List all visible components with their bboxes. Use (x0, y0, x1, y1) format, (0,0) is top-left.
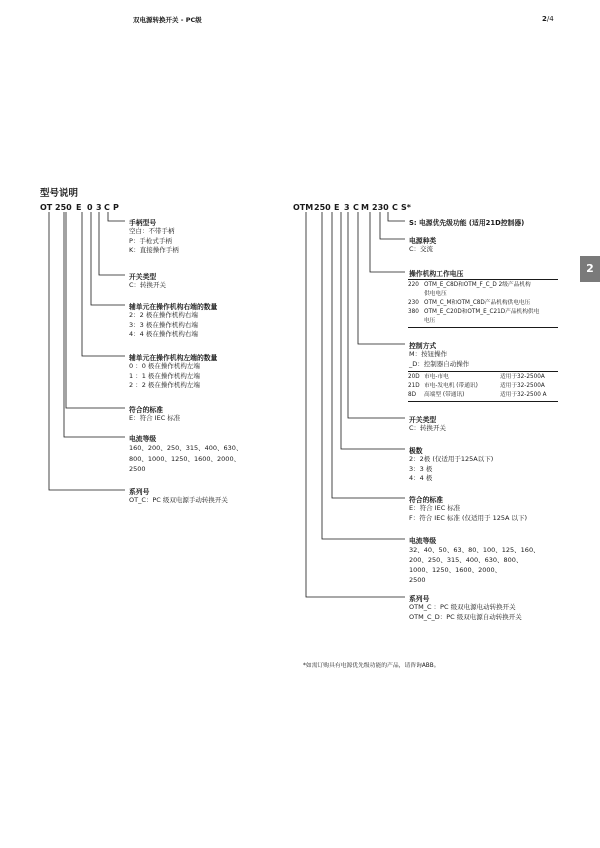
voltage-desc: OTM_E_C8D和OTM_F_C_D 2级产品机构 (424, 282, 531, 288)
table-rule (408, 371, 558, 372)
voltage-code: 380 (408, 309, 419, 315)
code-segment: P (113, 203, 119, 212)
group-line: 800、1000、1250、1600、2000、 (129, 454, 241, 463)
group-line: 2：2极 (仅适用于125A以下) (409, 455, 494, 463)
section-title: 型号说明 (40, 188, 79, 199)
group-line: 2 ：2 极在操作机构左端 (129, 381, 200, 390)
group-heading: 辅单元在操作机构右端的数量 (129, 303, 218, 311)
group-heading: 符合的标准 (129, 406, 163, 414)
document-title: 双电源转换开关 - PC级 (133, 16, 202, 24)
chapter-tab: 2 (580, 256, 600, 282)
group-heading: 开关类型 (129, 273, 157, 281)
code-segment: C (392, 203, 398, 212)
group-line: OTM_C_D：PC 级双电源自动转换开关 (409, 612, 522, 621)
code-segment: 3 (344, 203, 350, 212)
right-group-series (409, 593, 522, 622)
group-line: E：符合 IEC 标准 (409, 504, 461, 512)
group-line: K：直接操作手柄 (129, 246, 179, 255)
left-group-right-poles (129, 301, 217, 340)
group-heading: 系列号 (409, 595, 430, 603)
code-segment: OT (40, 203, 53, 212)
voltage-desc: OTM_C_M和OTM_C8D产品机构供电电压 (424, 300, 531, 306)
group-line: E：符合 IEC 标准 (129, 414, 181, 422)
group-line: 1000、1250、1600、2000、 (409, 566, 502, 574)
controller-range: 适用于32-2500A (500, 383, 545, 389)
group-line: P：手枪式手柄 (129, 236, 172, 245)
voltage-desc: 电压 (424, 318, 436, 324)
group-heading: 符合的标准 (409, 496, 443, 504)
group-heading: 电源种类 (409, 237, 437, 245)
group-line: C：交流 (409, 245, 434, 253)
footnote: *如需订购具有电源优先级功能的产品，请咨询ABB。 (303, 663, 440, 669)
group-line: 空白：不带手柄 (129, 227, 175, 235)
group-heading: 系列号 (129, 488, 150, 496)
group-line: _D：控制器自动操作 (409, 359, 470, 368)
code-segment: E (334, 203, 340, 212)
controller-type: 市电-市电 (424, 374, 449, 380)
controller-code: 8D (408, 392, 416, 398)
group-line: 4：4 极 (409, 474, 433, 483)
group-heading: 手柄型号 (129, 219, 157, 227)
group-heading: 电流等级 (409, 537, 437, 545)
right-group-power-type (409, 235, 436, 255)
code-segment: S* (401, 203, 411, 212)
group-heading: 开关类型 (409, 416, 437, 424)
table-rule (408, 327, 558, 328)
controller-code: 20D (408, 374, 420, 380)
code-segment: 3 (96, 203, 102, 212)
code-segment: 250 (55, 203, 72, 212)
table-rule (408, 401, 558, 402)
controller-type: 市电-发电机 (带通讯) (424, 383, 478, 389)
group-line: 3：3 极 (409, 464, 433, 473)
code-segment: E (76, 203, 82, 212)
code-segment: 250 (314, 203, 331, 212)
group-heading: 电流等级 (129, 435, 157, 443)
group-line: 2500 (129, 465, 146, 473)
group-heading: 控制方式 (409, 342, 437, 350)
group-line: 1 ：1 极在操作机构左端 (129, 371, 200, 380)
right-group-standard (409, 494, 527, 523)
left-group-current-rating (129, 433, 242, 475)
group-line: OT_C：PC 级双电源手动转换开关 (129, 496, 228, 504)
code-segment: 0 (87, 203, 93, 212)
left-group-handle-type (129, 217, 179, 256)
group-line: C：转换开关 (409, 424, 447, 432)
voltage-code: 230 (408, 300, 419, 306)
controller-code: 21D (408, 383, 420, 389)
group-line: 0 ：0 极在操作机构左端 (129, 362, 200, 370)
right-group-voltage-heading: 操作机构工作电压 (409, 270, 464, 278)
group-line: 2500 (409, 576, 426, 584)
right-group-poles (409, 445, 493, 484)
code-segment: M (361, 203, 369, 212)
group-line: 32、40、50、63、80、100、125、160、 (409, 546, 540, 554)
group-heading: 极数 (409, 447, 423, 455)
voltage-desc: OTM_E_C20D和OTM_E_C21D产品机构供电 (424, 309, 540, 315)
group-line: C：转换开关 (129, 281, 167, 289)
group-line: 200、250、315、400、630、800、 (409, 556, 523, 564)
left-group-left-poles (129, 352, 217, 391)
code-segment: C (353, 203, 359, 212)
left-group-switch-type (129, 271, 166, 291)
code-segment: OTM (293, 203, 314, 212)
controller-type: 高端型 (带通讯) (424, 392, 465, 398)
code-segment: 230 (372, 203, 389, 212)
right-group-switch-type (409, 414, 446, 434)
group-line: OTM_C ：PC 级双电源电动转换开关 (409, 603, 516, 611)
right-group-control-mode (409, 340, 469, 369)
left-group-series (129, 486, 228, 506)
right-group-priority: S: 电源优先级功能 (适用21D控制器) (409, 219, 525, 227)
group-line: 2：2 极在操作机构右端 (129, 311, 198, 319)
table-rule (408, 279, 558, 280)
voltage-desc: 供电电压 (424, 291, 447, 297)
controller-range: 适用于32-2500A (500, 374, 545, 380)
left-group-standard (129, 404, 180, 424)
controller-range: 适用于32-2500 A (500, 392, 547, 398)
group-line: M：按钮操作 (409, 350, 448, 358)
group-line: 4：4 极在操作机构右端 (129, 330, 198, 339)
right-group-current-rating (409, 535, 540, 585)
group-line: 160、200、250、315、400、630、 (129, 444, 243, 452)
page-number: 2/4 (542, 15, 554, 23)
voltage-code: 220 (408, 282, 419, 288)
code-segment: C (104, 203, 110, 212)
group-line: F：符合 IEC 标准 (仅适用于 125A 以下) (409, 513, 528, 522)
group-heading: 辅单元在操作机构左端的数量 (129, 354, 218, 362)
group-line: 3：3 极在操作机构右端 (129, 320, 198, 329)
